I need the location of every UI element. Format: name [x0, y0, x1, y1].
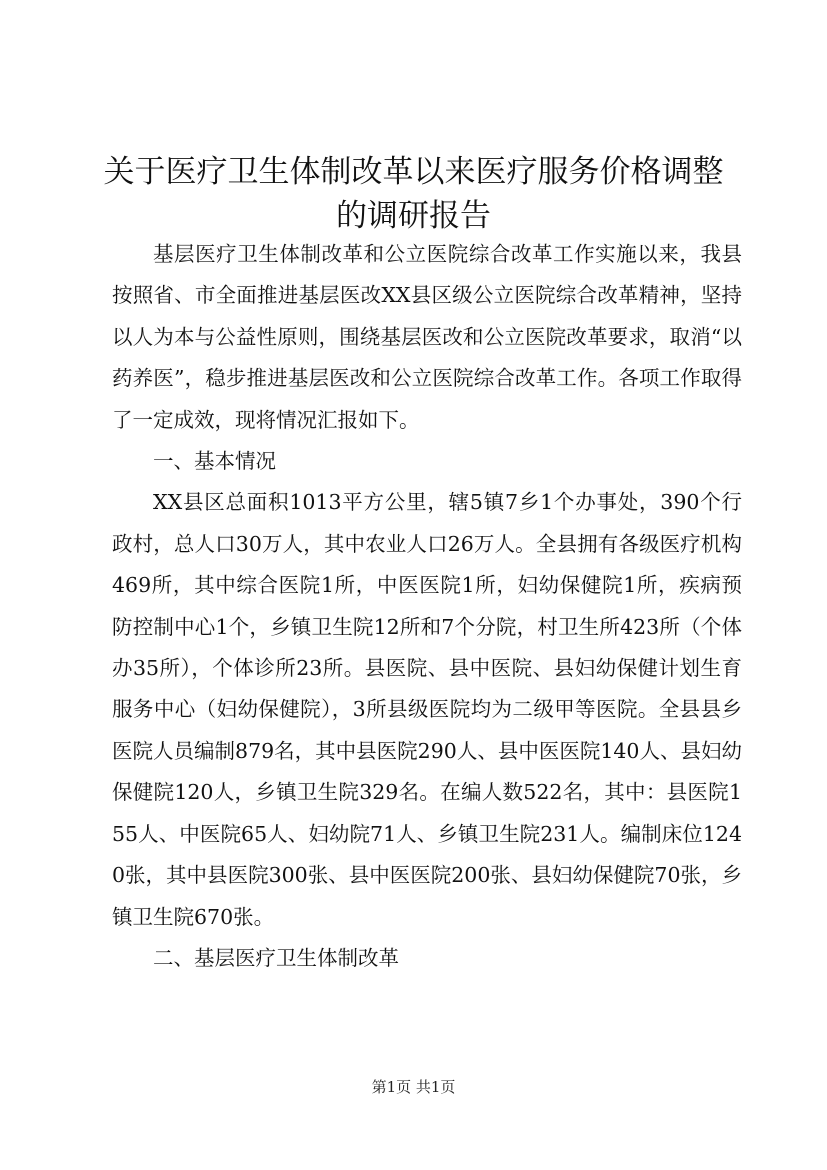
document-title: 关于医疗卫生体制改革以来医疗服务价格调整的调研报告	[103, 154, 724, 234]
document-body	[112, 234, 742, 979]
paragraph-basic-situation: XX县区总面积1013平方公里，辖5镇7乡1个办事处，390个行政村，总人口30万人，其中农业人口26万人。全县拥有各级医疗机构469所，其中综合医院1所，中医医院1所，妇幼保健院1所，疾病预防控制中心1个，乡镇卫生院12所和7个分院，村卫生所423所（个体办35所），个体诊所23所。县医院、县中医院、县妇幼保健计划生育服务中心（妇幼保健院），3所县级医院均为二级甲等医院。全县县乡医院人员编制879名，其中县医院290人、县中医医院140人、县妇幼保健院120人，乡镇卫生院329名。在编人数522名，其中：县医院155人、中医院65人、妇幼院71人、乡镇卫生院231人。编制床位1240张，其中县医院300张、县中医医院200张、县妇幼保健院70张，乡镇卫生院670张。	[112, 490, 742, 929]
section-heading-basic-situation: 一、基本情况	[153, 449, 276, 474]
section-heading-reform: 二、基层医疗卫生体制改革	[153, 945, 399, 970]
page-footer: 第1页 共1页	[371, 1078, 456, 1096]
paragraph-intro: 基层医疗卫生体制改革和公立医院综合改革工作实施以来，我县按照省、市全面推进基层医改XX县区级公立医院综合改革精神，坚持以人为本与公益性原则，围绕基层医改和公立医院改革要求，取消“以药养医”，稳步推进基层医改和公立医院综合改革工作。各项工作取得了一定成效，现将情况汇报如下。	[112, 242, 742, 432]
